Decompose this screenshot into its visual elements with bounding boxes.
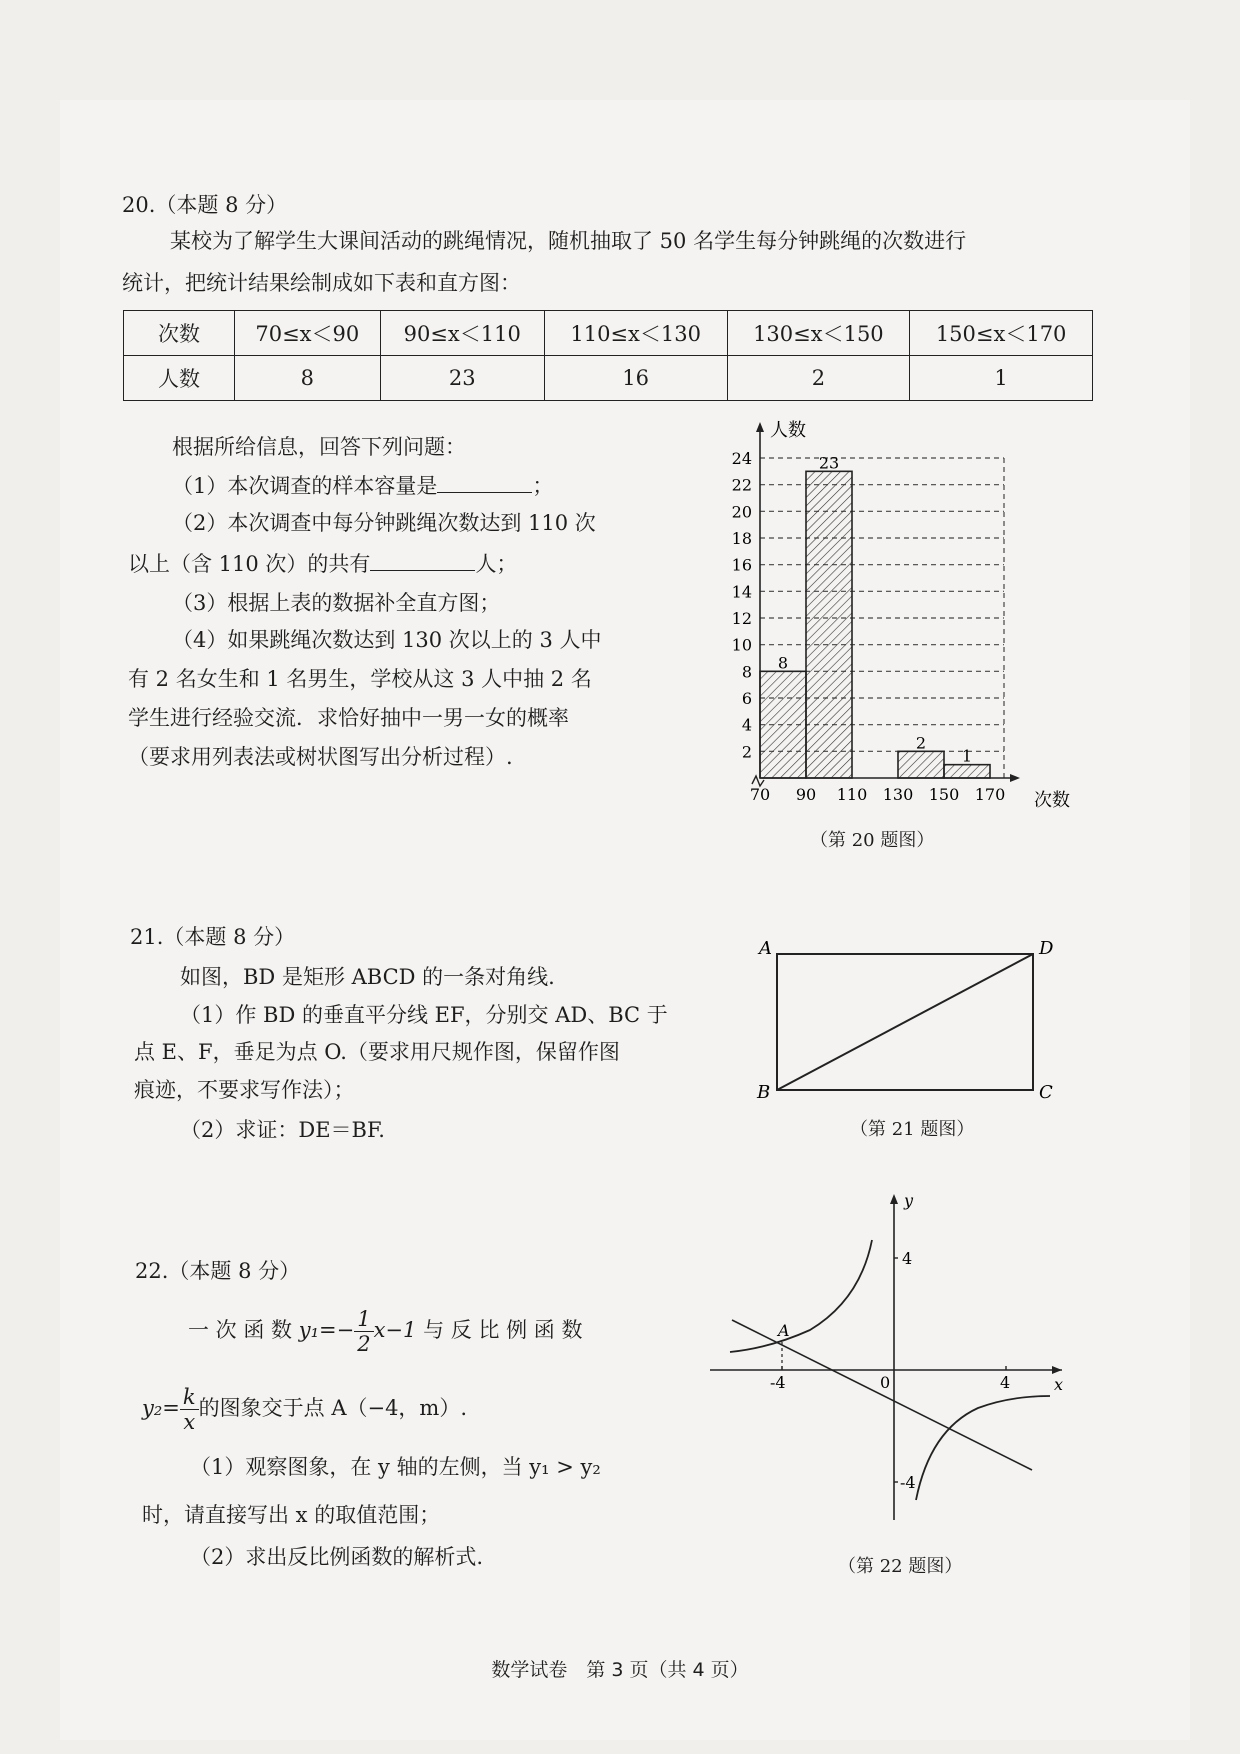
frequency-table xyxy=(123,310,1093,401)
fraction-one-half: $\frac{1}{2}$ xyxy=(354,1307,373,1356)
y-tick-label: 12 xyxy=(731,609,752,628)
x-axis-label: 次数 xyxy=(1034,790,1070,811)
origin-label: 0 xyxy=(880,1373,891,1392)
table-cell: 110≤x＜130 xyxy=(544,311,727,356)
y-tick-label: 4 xyxy=(741,715,752,735)
table-cell: 150≤x＜170 xyxy=(910,311,1093,356)
y-tick-neg4-label: -4 xyxy=(900,1473,916,1492)
q22-line4: 时，请直接写出 x 的取值范围； xyxy=(142,1503,441,1527)
q22-line2 xyxy=(142,1378,467,1440)
table-cell: 2 xyxy=(727,356,910,401)
y-axis-label: 人数 xyxy=(770,420,806,441)
q20-part1-end: ； xyxy=(532,474,554,498)
q20-part2-line1: （2）本次调查中每分钟跳绳次数达到 110 次 xyxy=(172,511,596,535)
table-row-ranges xyxy=(124,311,1093,356)
y-axis-label: y xyxy=(904,1191,914,1210)
q22-line1-suffix: 与 反 比 例 函 数 xyxy=(423,1318,583,1342)
q20-part4-line1: （4）如果跳绳次数达到 130 次以上的 3 人中 xyxy=(172,628,602,652)
bar-data-label: 2 xyxy=(915,733,927,753)
q20-heading: 20.（本题 8 分） xyxy=(122,193,288,217)
q21-line1: 如图，BD 是矩形 ABCD 的一条对角线. xyxy=(180,965,555,989)
vertex-b-label: B xyxy=(757,1082,771,1103)
q22-line5: （2）求出反比例函数的解析式. xyxy=(190,1545,484,1569)
q20-figure-caption: （第 20 题图） xyxy=(810,830,935,851)
x-axis-arrow xyxy=(1010,774,1020,782)
q20-part3: （3）根据上表的数据补全直方图； xyxy=(172,591,501,615)
histogram-bar xyxy=(760,671,806,778)
q20-intro-line1: 某校为了解学生大课间活动的跳绳情况，随机抽取了 50 名学生每分钟跳绳的次数进行 xyxy=(170,229,967,253)
q22-eq1-end: x−1 xyxy=(373,1318,417,1342)
q21-heading: 21.（本题 8 分） xyxy=(130,925,296,949)
y-tick-label: 14 xyxy=(731,582,752,602)
function-graph xyxy=(710,1190,1070,1530)
answer-blank[interactable] xyxy=(437,470,532,493)
q21-figure-caption: （第 21 题图） xyxy=(850,1119,975,1140)
y-tick-label: 22 xyxy=(731,475,752,495)
fraction-k-over-x: $\frac{k}{x}$ xyxy=(180,1385,199,1434)
q22-eq1: =− xyxy=(319,1318,355,1342)
q20-ask: 根据所给信息，回答下列问题： xyxy=(172,435,466,459)
y-tick-label: 24 xyxy=(731,449,752,468)
table-cell: 70≤x＜90 xyxy=(235,311,381,356)
point-a-label: A xyxy=(778,1321,790,1340)
x-tick-label: 170 xyxy=(974,785,1006,804)
q22-line3: （1）观察图象，在 y 轴的左侧，当 y₁ > y₂ xyxy=(190,1455,601,1479)
histogram-bar xyxy=(944,765,990,778)
answer-blank[interactable] xyxy=(370,548,475,571)
x-axis-arrow xyxy=(1052,1366,1062,1374)
q20-part2-end: 人； xyxy=(475,552,518,576)
q20-part1-text: （1）本次调查的样本容量是 xyxy=(172,474,438,498)
q20-part2-line2 xyxy=(128,548,517,579)
y-tick-label: 6 xyxy=(741,689,752,708)
table-row-counts xyxy=(124,356,1093,401)
q20-intro-line2: 统计，把统计结果绘制成如下表和直方图： xyxy=(122,271,521,295)
diagonal-bd xyxy=(777,954,1033,1090)
histogram-chart xyxy=(690,418,1090,838)
hyperbola-right-branch xyxy=(916,1396,1050,1500)
q20-part2-text: 以上（含 110 次）的共有 xyxy=(128,552,371,576)
y2-symbol: y₂ xyxy=(142,1396,163,1420)
q20-part4-line2: 有 2 名女生和 1 名男生，学校从这 3 人中抽 2 名 xyxy=(128,667,592,691)
q21-line5: （2）求证：DE＝BF. xyxy=(180,1118,385,1142)
table-cell: 23 xyxy=(380,356,544,401)
q20-part4-line4: （要求用列表法或树状图写出分析过程）. xyxy=(128,745,513,769)
linear-function-line xyxy=(732,1320,1032,1470)
table-header-cell: 次数 xyxy=(124,311,235,356)
vertex-a-label: A xyxy=(759,940,772,959)
x-tick-4-label: 4 xyxy=(1000,1373,1011,1392)
y-axis-arrow xyxy=(756,422,764,432)
y1-symbol: y₁ xyxy=(298,1318,320,1342)
y-tick-label: 10 xyxy=(731,635,752,655)
y-tick-label: 2 xyxy=(741,742,752,762)
y-tick-label: 8 xyxy=(741,662,752,682)
x-tick-label: 70 xyxy=(749,785,771,804)
q21-line3: 点 E、F，垂足为点 O.（要求用尺规作图，保留作图 xyxy=(134,1040,620,1064)
q20-part4-line3: 学生进行经验交流．求恰好抽中一男一女的概率 xyxy=(128,706,569,730)
bar-data-label: 1 xyxy=(961,746,973,766)
rectangle-figure xyxy=(755,940,1095,1110)
q22-eq2: = xyxy=(162,1396,180,1420)
q22-figure-caption: （第 22 题图） xyxy=(838,1556,963,1577)
y-axis-arrow xyxy=(890,1194,898,1204)
histogram-bar xyxy=(898,751,944,778)
bar-data-label: 23 xyxy=(818,453,840,473)
y-tick-label: 20 xyxy=(731,502,752,522)
y-tick-label: 18 xyxy=(731,529,752,548)
x-tick-label: 90 xyxy=(795,785,817,804)
hyperbola-left-branch xyxy=(730,1240,872,1352)
x-tick-label: 110 xyxy=(836,785,868,804)
q22-heading: 22.（本题 8 分） xyxy=(135,1259,301,1283)
histogram-bar xyxy=(806,471,852,778)
x-tick-label: 130 xyxy=(882,785,914,804)
x-tick-label: 150 xyxy=(928,785,960,804)
table-cell: 16 xyxy=(544,356,727,401)
x-axis-label: x xyxy=(1054,1375,1064,1394)
table-header-cell: 人数 xyxy=(124,356,235,401)
q21-line2: （1）作 BD 的垂直平分线 EF，分别交 AD、BC 于 xyxy=(180,1003,668,1027)
vertex-c-label: C xyxy=(1039,1082,1053,1103)
y-tick-4-label: 4 xyxy=(902,1249,913,1268)
q21-line4: 痕迹，不要求写作法）； xyxy=(134,1078,355,1102)
y-tick-label: 16 xyxy=(731,555,752,575)
table-cell: 90≤x＜110 xyxy=(380,311,544,356)
bar-data-label: 8 xyxy=(777,653,789,673)
table-cell: 8 xyxy=(235,356,381,401)
x-tick-neg4-label: -4 xyxy=(770,1373,786,1392)
page-footer: 数学试卷 第 3 页（共 4 页） xyxy=(491,1659,749,1681)
table-cell: 1 xyxy=(910,356,1093,401)
q20-part1 xyxy=(172,470,553,501)
vertex-d-label: D xyxy=(1039,940,1054,959)
q22-line1 xyxy=(188,1300,582,1362)
q22-line1-prefix: 一 次 函 数 xyxy=(188,1318,293,1342)
table-cell: 130≤x＜150 xyxy=(727,311,910,356)
q22-line2-text: 的图象交于点 A（−4，m）. xyxy=(198,1396,468,1420)
